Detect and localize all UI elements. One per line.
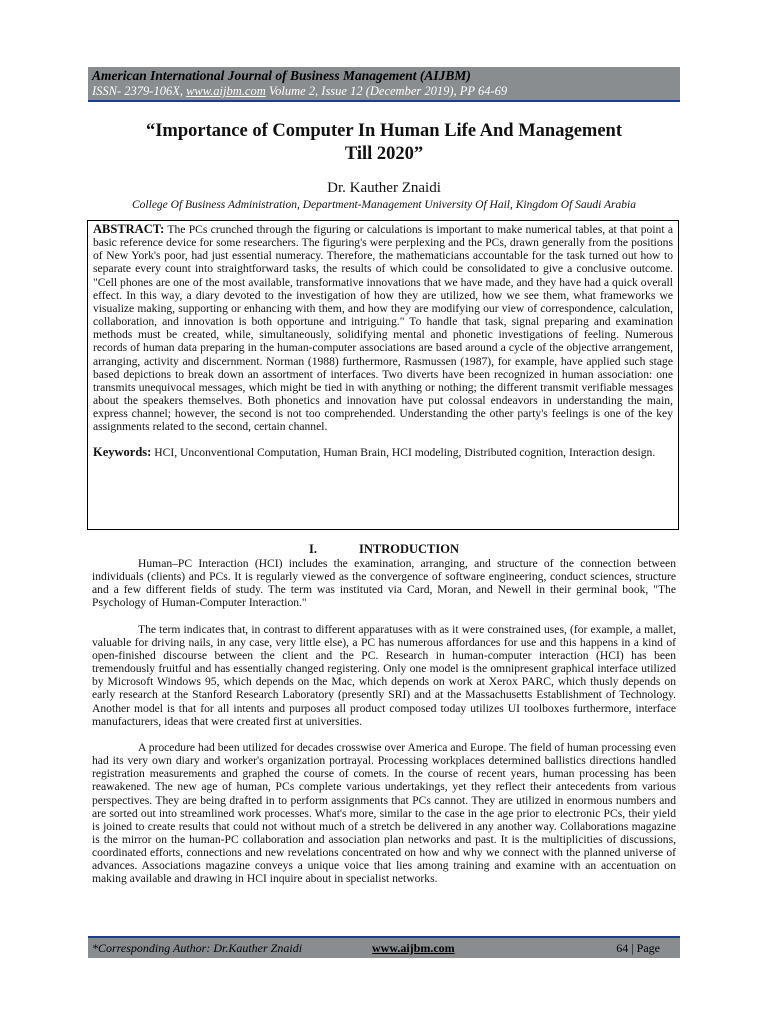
section-number: I.	[308, 542, 317, 556]
journal-header-bar	[88, 67, 680, 100]
issn-text: ISSN- 2379-106X,	[92, 84, 187, 98]
introduction-body	[92, 557, 676, 899]
section-title: INTRODUCTION	[358, 542, 459, 556]
journal-website-link[interactable]: www.aijbm.com	[186, 84, 266, 98]
page-number: 64 | Page	[616, 941, 660, 955]
abstract-label: ABSTRACT:	[93, 222, 165, 236]
issn-line	[92, 84, 676, 99]
paragraph-2: The term indicates that, in contrast to different apparatuses with as it were constrained uses, (for example, a mallet, valuable for driving nails, in any case, very little else), a PC has numerous affordances for use and this happens in a kind of open-finished discourse between the client and the PC. Research in human-computer interaction (HCI) has been tremendously fruitful and has essentially changed registering. Only one model is the omnipresent graphical interface utilized by Microsoft Windows 95, which depends on the Mac, which depends on work at Xerox PARC, which thusly depends on early research at the Stanford Research Laboratory (presently SRI) and at the Massachusetts Establishment of Technology. Another model is that for all intents and purposes all product composed today utilizes UI toolboxes furthermore, interface manufacturers, ideas that were created first at universities.	[92, 622, 676, 728]
paper-title	[88, 120, 680, 166]
keywords-label: Keywords:	[93, 444, 152, 459]
section-heading	[88, 542, 680, 557]
abstract-text: The PCs crunched through the figuring or calculations is important to make numerical tables, at that point a basic reference device for some researchers. The figuring's were perplexing and the PCs, drawn generally from the positions of New York's poor, had just essential numeracy. Therefore, the mathematicians accountable for the task turned out how to separate every count into straightforward tasks, the results of which could be consolidated to give a conclusive outcome. "Cell phones are one of the most available, transformative innovations that we have made, and they have had a quick overall effect. In this way, a diary devoted to the investigation of how they are utilized, how we see them, what frameworks we visualize making, supporting or enhancing with them, and how they are modifying our view of correspondence, calculation, collaboration, and innovation is both opportune and intriguing." To handle that task, signal preparing and examination methods must be created, while, simultaneously, solidifying mental and phonetic investigations of feeling. Numerous records of human data preparing in the human-computer associations are based around a cycle of the objective arrangement, arranging, activity and discernment. Norman (1988) furthermore, Rasmussen (1987), for example, have applied such stage based depictions to break down an assortment of interfaces. Two diverts have been recognized in human association: one transmits unequivocal messages, which might be tied in with anything or nothing; the different transmit verifiable messages about the speakers themselves. Both phonetics and innovation have put colossal endeavors in understanding the main, express channel; however, the second is not too comprehended. Understanding the other party's feelings is one of the key assignments related to the second, certain channel.	[93, 223, 673, 434]
journal-name: American International Journal of Business Management (AIJBM)	[92, 68, 471, 83]
author-name: Dr. Kauther Znaidi	[327, 180, 441, 196]
paper-title-line-2: Till 2020”	[344, 144, 424, 164]
paragraph-3: A procedure had been utilized for decades crosswise over America and Europe. The field of human processing even had its very own diary and worker's organization portrayal. Processing workplaces determined ballistics directions handled registration measurements and graphed the course of comets. In the course of recent years, human processing has been reawakened. The new age of human, PCs complete various undertakings, yet they reflect their antecedents from various perspectives. They are being drafted in to perform assignments that PCs cannot. They are utilized in enormous numbers and are sorted out into streamlined work processes. What's more, similar to the case in the age prior to electronic PCs, their yield is joined to create results that could not without much of a stretch be delivered in any another way. Collaborations magazine is the mirror on the human-PC collaboration and association plan networks and past. It is the multiplicities of discussions, coordinated efforts, connections and new revelations concentrated on how and why we connect with the planned universe of advances. Associations magazine conveys a unique voice that lies among training and examine with an accentuation on making available and drawing in HCI inquire about in specialist networks.	[92, 740, 676, 886]
keywords-text: HCI, Unconventional Computation, Human Brain, HCI modeling, Distributed cognition, Interaction design.	[151, 445, 656, 459]
issue-info: Volume 2, Issue 12 (December 2019), PP 64-69	[265, 84, 508, 98]
page-footer	[88, 936, 680, 958]
paragraph-1: Human–PC Interaction (HCI) includes the examination, arranging, and structure of the connection between individuals (clients) and PCs. It is regularly viewed as the convergence of software engineering, conduct sciences, structure and a few different fields of study. The term was instituted via Card, Moran, and Newell in their germinal book, "The Psychology of Human-Computer Interaction."	[92, 557, 676, 610]
abstract-box	[87, 220, 679, 530]
abstract-paragraph	[93, 223, 673, 434]
paper-title-line-1: “Importance of Computer In Human Life And Management	[145, 121, 623, 141]
author-affiliation: College Of Business Administration, Department-Management University Of Hail, Kingdom Of Saudi Arabia	[132, 199, 636, 211]
journal-header	[88, 67, 680, 102]
keywords-paragraph	[93, 446, 673, 459]
corresponding-author: *Corresponding Author: Dr.Kauther Znaidi	[92, 941, 303, 955]
footer-website-link[interactable]: www.aijbm.com	[372, 941, 455, 955]
